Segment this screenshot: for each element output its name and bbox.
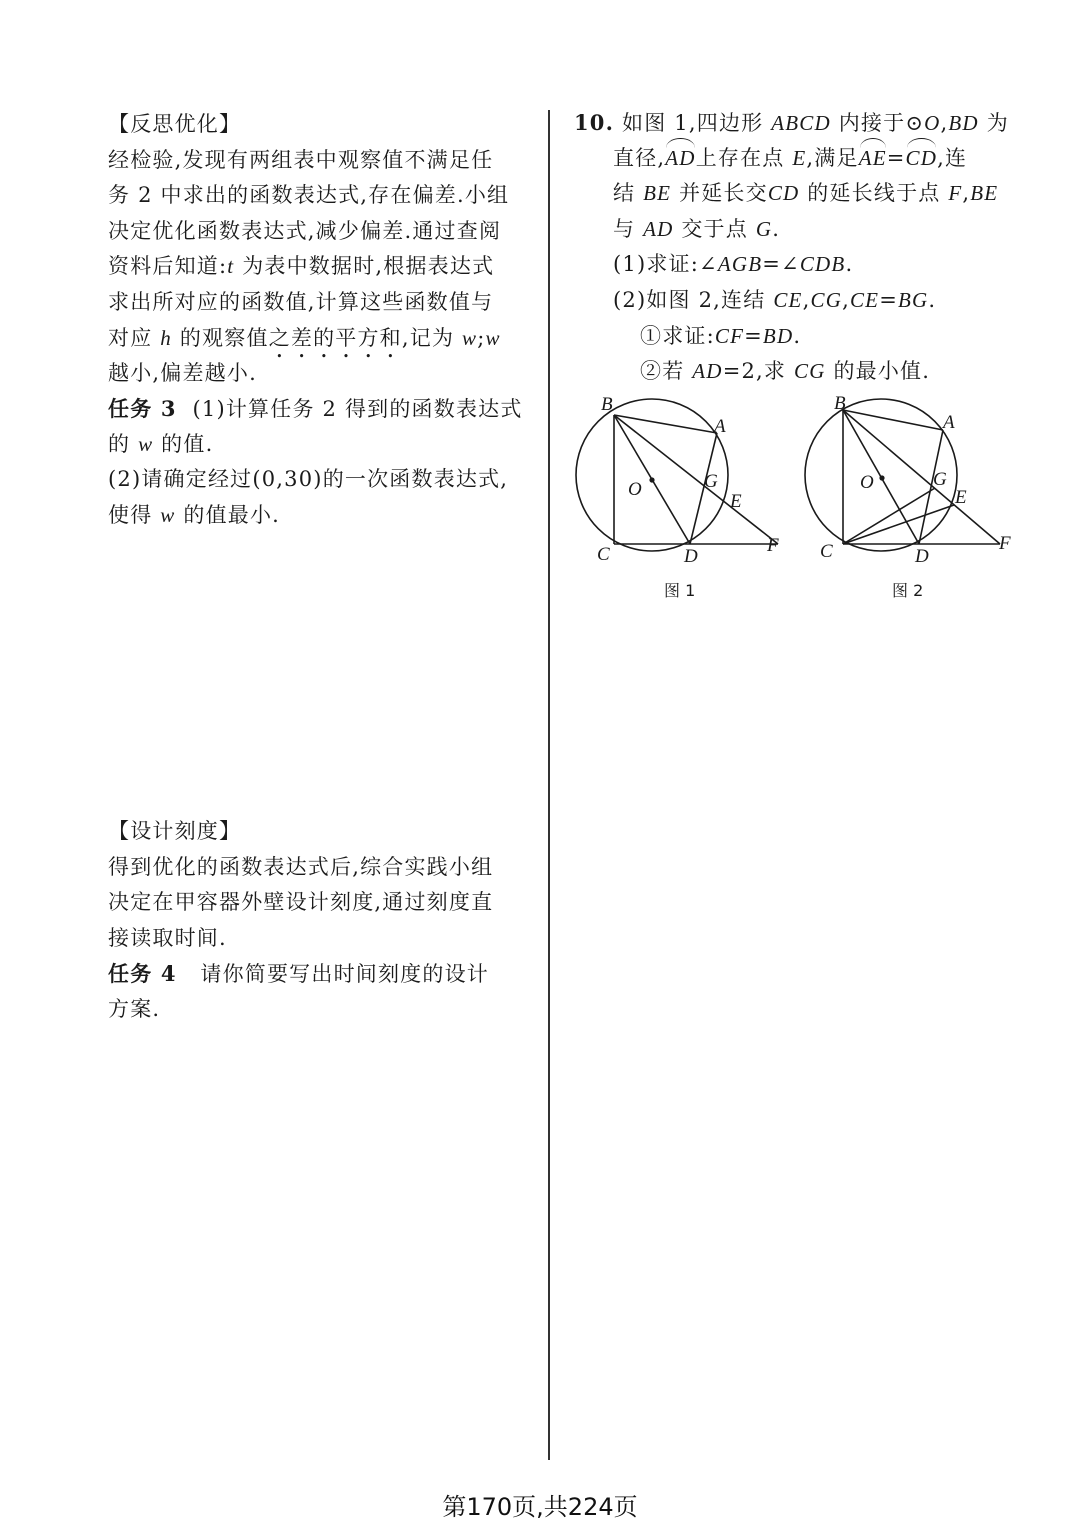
emphasis-text: 之差的平方和 [268, 325, 402, 350]
fig2-label-f: F [999, 533, 1011, 554]
figure-2-diagram [796, 390, 1020, 572]
fig2-label-o: O [860, 472, 874, 493]
design-heading: 【设计刻度】 [108, 819, 242, 843]
reflect-section [108, 107, 509, 392]
fig1-label-e: E [730, 491, 742, 512]
task3-label: 任务 3 [108, 396, 177, 421]
question-10: 10. 如图 1,四边形 ABCD 内接于⊙O,BD 为 直径,AD上存在点 E,满足AE=CD,连 结 BE 并延长交CD 的延长线于点 F,BE 与 AD 交于点 G. (1)求证:∠AGB=∠CDB. (2)如图 2,连结 CE,CG,CE=BG. ①求证:CF=BD. ②若 AD=2,求 CG 的最小值. [574, 110, 1009, 384]
fig2-label-g: G [933, 469, 947, 490]
fig2-label-a: A [943, 412, 955, 433]
task4-section: 任务 4 请你简要写出时间刻度的设计 方案. [108, 961, 489, 1021]
fig1-label-o: O [628, 479, 642, 500]
fig1-label-b: B [601, 394, 613, 415]
fig2-label-c: C [820, 541, 833, 562]
page-footer: 第170页,共224页 [442, 1493, 638, 1521]
fig1-center-point [649, 477, 654, 482]
design-section: 【设计刻度】 得到优化的函数表达式后,综合实践小组 决定在甲容器外壁设计刻度,通过刻度直 接读取时间. [108, 814, 493, 956]
fig1-label-f: F [767, 535, 779, 556]
fig2-center-point [879, 475, 884, 480]
figure-1-diagram [566, 392, 796, 572]
column-divider [548, 110, 550, 1460]
figure-1-caption: 图 1 [664, 581, 696, 600]
fig1-label-g: G [704, 471, 718, 492]
question-number: 10. [574, 110, 615, 135]
reflect-line: 务 2 中求出的函数表达式,存在偏差.小组 [108, 183, 510, 208]
fig2-label-d: D [915, 546, 929, 567]
fig1-label-a: A [714, 416, 726, 437]
task4-label: 任务 4 [108, 961, 177, 986]
arc-ae: AE [859, 141, 887, 177]
fig2-label-b: B [834, 393, 846, 414]
fig1-label-d: D [684, 546, 698, 567]
figure-2-caption: 图 2 [892, 581, 924, 600]
arc-ad: AD [665, 141, 695, 177]
reflect-line: 求出所对应的函数值,计算这些函数值与 [108, 289, 494, 314]
reflect-line: 越小,偏差越小. [108, 361, 257, 386]
arc-cd: CD [906, 141, 938, 177]
fig1-label-c: C [597, 544, 610, 565]
reflect-line: 资料后知道:t 为表中数据时,根据表达式 [108, 254, 495, 279]
fig2-segment-ba [843, 410, 943, 430]
reflect-line: 决定优化函数表达式,减少偏差.通过查阅 [108, 218, 502, 243]
reflect-heading: 【反思优化】 [108, 112, 242, 136]
fig2-label-e: E [955, 487, 967, 508]
reflect-line: 对应 h 的观察值之差的平方和,记为 w;w [108, 325, 501, 350]
task3-section: 任务 3 (1)计算任务 2 得到的函数表达式 的 w 的值. (2)请确定经过(0,30)的一次函数表达式, 使得 w 的值最小. [108, 396, 523, 527]
reflect-line: 经检验,发现有两组表中观察值不满足任 [108, 147, 494, 172]
